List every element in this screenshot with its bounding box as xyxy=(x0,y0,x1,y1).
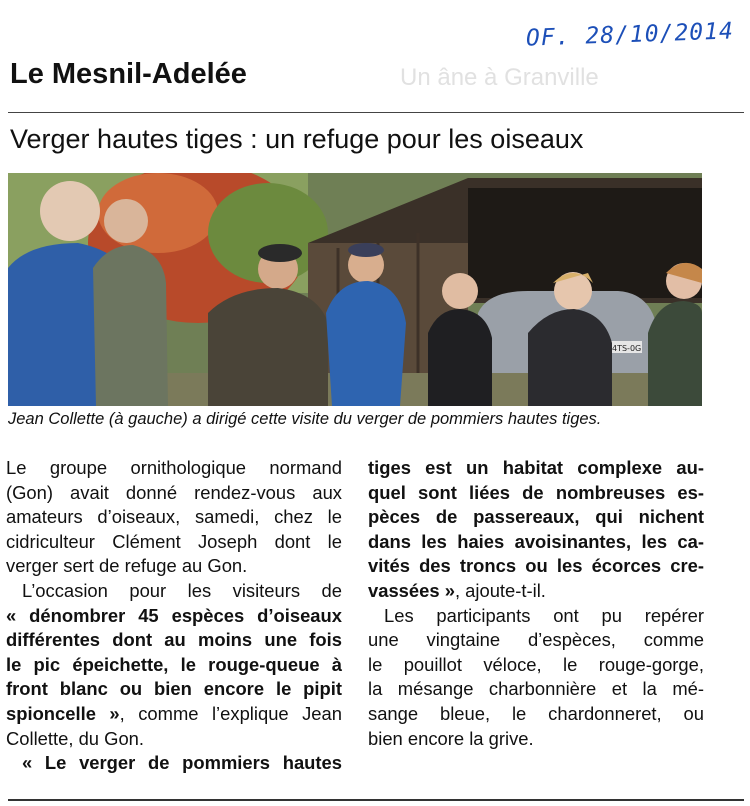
title-divider xyxy=(8,112,744,113)
quote-attribution: , comme l’explique Jean xyxy=(119,702,342,724)
text-line: la mésange charbonnière et la mé- xyxy=(368,678,704,700)
quote-line: quel sont liées de nombreuses es- xyxy=(368,481,704,503)
quote-line: « Le verger de pommiers hautes xyxy=(22,752,342,774)
text-line: verger sert de refuge au Gon. xyxy=(6,555,248,577)
text-line xyxy=(368,579,704,604)
quote-line: différentes dont au moins une fois xyxy=(6,629,342,651)
quote-line: le pic épeichette, le rouge-queue à xyxy=(6,653,342,675)
quote-line: pèces de passereaux, qui nichent xyxy=(368,506,704,528)
text-line: (Gon) avait donné rendez-vous aux xyxy=(6,481,342,503)
quote-line: front blanc ou bien encore le pipit xyxy=(6,678,342,700)
quote-line: vités des troncs ou les écorces cre- xyxy=(368,555,704,577)
bottom-divider xyxy=(8,799,744,801)
text-line: Le groupe ornithologique normand xyxy=(6,457,342,478)
handwritten-date-note: OF. 28/10/2014 xyxy=(525,18,735,52)
text-line: amateurs d’oiseaux, samedi, chez le xyxy=(6,506,342,528)
quote-line: tiges est un habitat complexe au- xyxy=(368,457,704,478)
article-headline: Verger hautes tiges : un refuge pour les oiseaux xyxy=(10,124,584,154)
text-line: Collette, du Gon. xyxy=(6,727,145,749)
text-line: bien encore la grive. xyxy=(368,727,534,749)
text-line: une vingtaine d’espèces, comme xyxy=(368,629,704,651)
text-line: le pouillot véloce, le rouge-gorge, xyxy=(368,653,704,675)
text-line: Les participants ont pu repérer xyxy=(384,604,704,626)
text-line: L’occasion pour les visiteurs de xyxy=(22,579,342,601)
section-title: Le Mesnil-Adelée xyxy=(10,58,247,90)
quote-line: « dénombrer 45 espèces d’oiseaux xyxy=(6,604,342,626)
quote-attribution: , ajoute-t-il. xyxy=(454,579,546,601)
car-plate-text: 4TS-0G xyxy=(612,344,642,353)
article-photo xyxy=(8,173,702,406)
photo-caption: Jean Collette (à gauche) a dirigé cette visite du verger de pommiers hautes tiges. xyxy=(8,410,602,428)
article-column-left xyxy=(6,456,342,776)
quote-end: vassées » xyxy=(368,579,455,601)
text-line xyxy=(6,702,342,727)
text-line: cidriculteur Clément Joseph dont le xyxy=(6,530,342,552)
bleed-through-text: Un âne à Granville xyxy=(400,64,599,91)
text-line: sange bleue, le chardonneret, ou xyxy=(368,702,704,724)
article-column-right xyxy=(368,456,704,751)
quote-line: dans les haies avoisinantes, les ca- xyxy=(368,530,704,552)
quote-end: spioncelle » xyxy=(6,702,120,724)
